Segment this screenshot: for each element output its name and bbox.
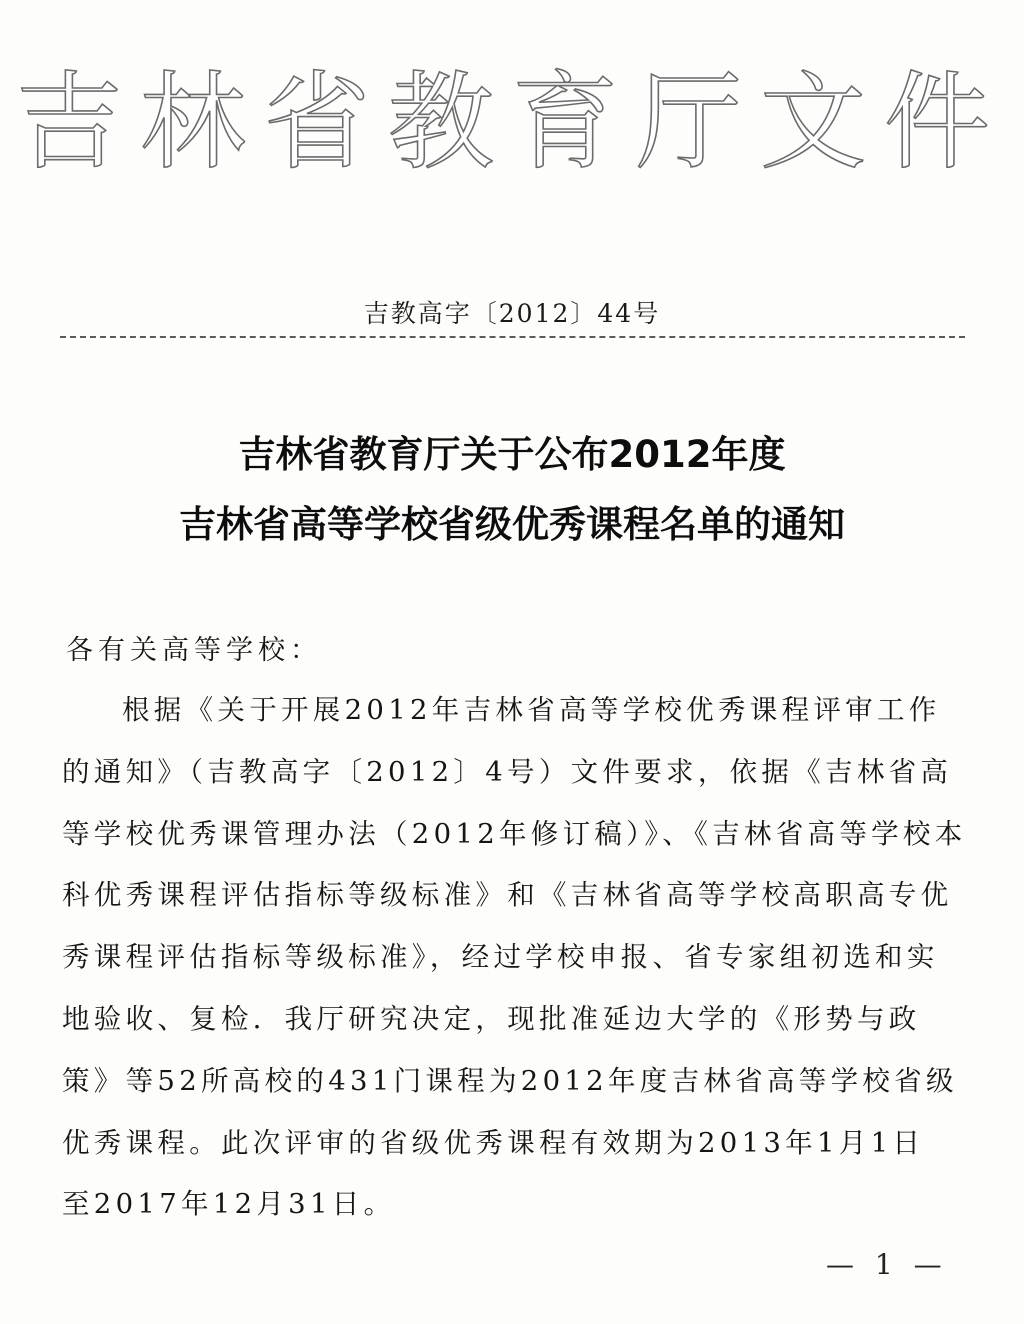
body-paragraph <box>62 680 967 1236</box>
notice-title-line-2: 吉林省高等学校省级优秀课程名单的通知 <box>179 503 845 546</box>
body-line: 根据《关于开展2012年吉林省高等学校优秀课程评审工作 <box>122 694 941 726</box>
body-line: 策》等52所高校的431门课程为2012年度吉林省高等学校省级 <box>62 1064 958 1097</box>
salutation: 各有关高等学校： <box>66 635 322 666</box>
header-divider <box>60 336 965 338</box>
document-number: 吉教高字〔2012〕44号 <box>363 299 661 328</box>
page-number: — 1 — <box>826 1248 948 1281</box>
notice-title <box>0 420 1024 560</box>
notice-title-line-1: 吉林省教育厅关于公布2012年度 <box>238 433 786 476</box>
issuing-authority-header: 吉林省教育厅文件 <box>16 61 1008 184</box>
body-line: 等学校优秀课管理办法（2012年修订稿）》、《吉林省高等学校本 <box>62 817 967 850</box>
body-line: 秀课程评估指标等级标准》，经过学校申报、省专家组初选和实 <box>62 941 939 974</box>
body-line: 优秀课程。此次评审的省级优秀课程有效期为2013年1月1日 <box>62 1126 925 1159</box>
body-line: 地验收、复检．我厅研究决定，现批准延边大学的《形势与政 <box>62 1002 921 1035</box>
body-line: 的通知》（吉教高字〔2012〕4号）文件要求，依据《吉林省高 <box>62 755 953 788</box>
body-line: 科优秀课程评估指标等级标准》和《吉林省高等学校高职高专优 <box>62 879 953 912</box>
body-line: 至2017年12月31日。 <box>62 1188 396 1221</box>
